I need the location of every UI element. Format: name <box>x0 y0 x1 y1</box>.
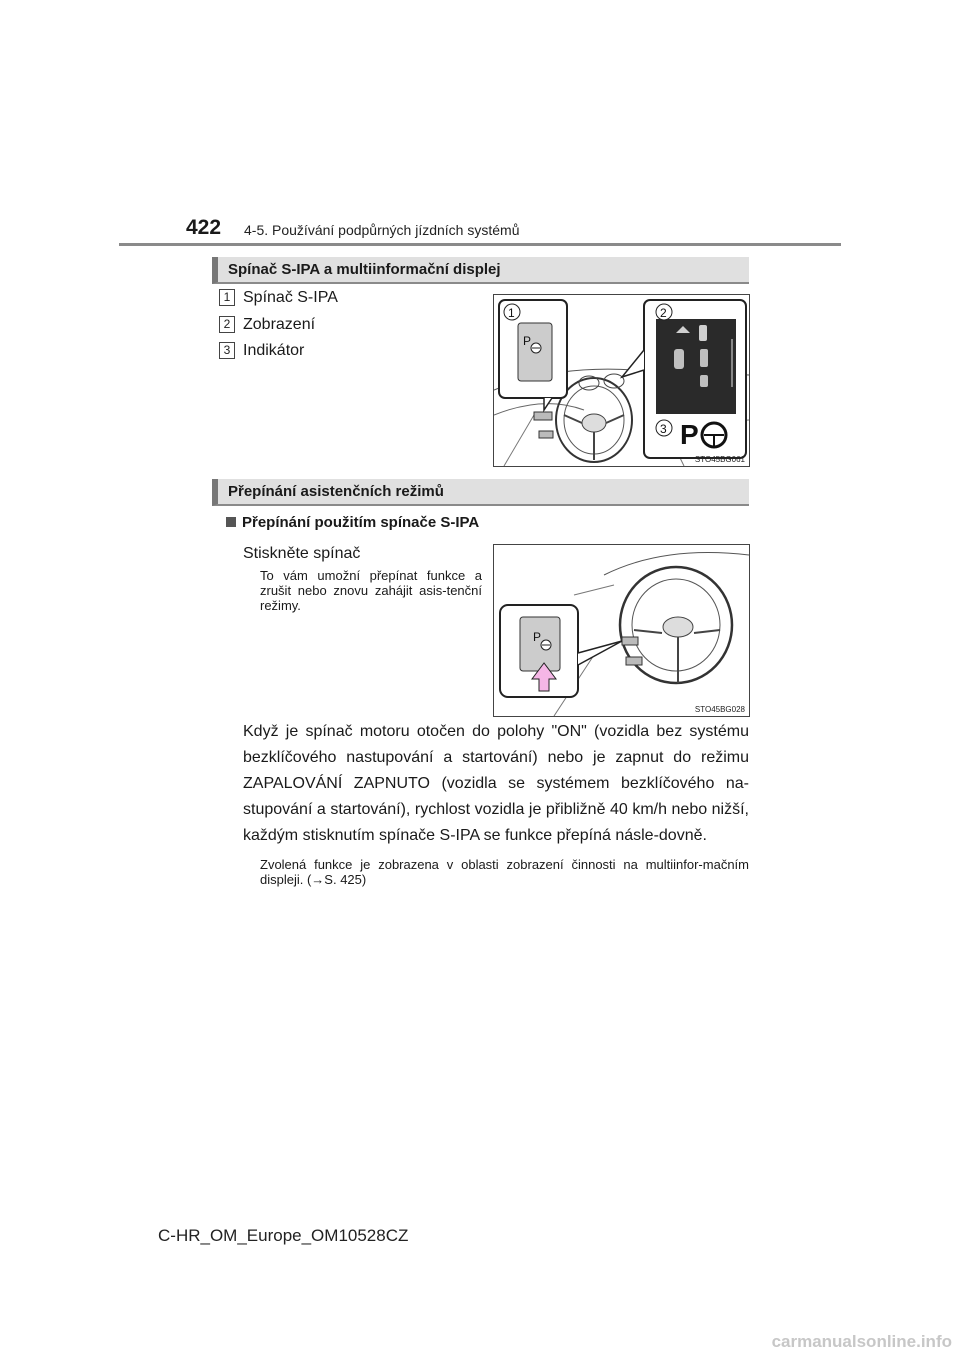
figure-code: STO45BG061 <box>694 455 745 464</box>
indicator-glyph: P <box>680 419 699 450</box>
chapter-title: 4-5. Používání podpůrných jízdních systémů <box>244 222 520 238</box>
document-id: C-HR_OM_Europe_OM10528CZ <box>158 1226 409 1245</box>
square-bullet-icon <box>226 517 236 527</box>
legend-label-display: Zobrazení <box>243 316 316 333</box>
sub-heading-text: Přepínání použitím spínače S-IPA <box>242 514 480 531</box>
figure-switch-press <box>493 544 750 717</box>
section-heading-text: Přepínání asistenčních režimů <box>228 483 444 500</box>
legend-label-indicator: Indikátor <box>243 342 305 359</box>
legend-number-2: 2 <box>219 316 235 333</box>
callout-2: 2 <box>660 306 667 320</box>
page-number: 422 <box>186 216 222 239</box>
body-paragraph: Když je spínač motoru otočen do polohy "ON" (vozidla bez systému bezklíčového nastupování a startování) nebo je zapnut do režimu ZAPALOVÁNÍ ZAPNUTO (vozidla se systémem bezklíčového na-stupování a startování), rychlost vozidla je přibližně 40 km/h nebo nižší, každým stisknutím spínače S-IPA se funkce přepíná násle-dovně. <box>243 723 749 844</box>
legend-number-1: 1 <box>219 289 235 306</box>
sub-heading <box>226 514 479 531</box>
switch-glyph: P <box>523 334 532 348</box>
instruction-note: To vám umožní přepínat funkce a zrušit nebo znovu zahájit asis-tenční režimy. <box>260 568 482 613</box>
section-heading-modes <box>212 479 749 506</box>
header-rule <box>119 243 841 246</box>
callout-1: 1 <box>508 306 515 320</box>
section-heading-sipa <box>212 257 749 284</box>
switch-illustration <box>494 545 749 716</box>
section-heading-text: Spínač S-IPA a multiinformační displej <box>228 261 501 278</box>
figure-dashboard-display <box>493 294 750 467</box>
legend-number-3: 3 <box>219 342 235 359</box>
instruction-text: Stiskněte spínač <box>243 545 361 562</box>
body-note: Zvolená funkce je zobrazena v oblasti zobrazení činnosti na multiinfor-mačním displeji. (→S. 425) <box>260 857 749 887</box>
callout-3: 3 <box>660 422 667 436</box>
dashboard-illustration <box>494 295 749 466</box>
switch-glyph: P <box>533 630 542 644</box>
figure-code: STO45BG028 <box>694 705 745 714</box>
legend-label-switch: Spínač S-IPA <box>243 289 338 306</box>
watermark: carmanualsonline.info <box>771 1332 952 1351</box>
